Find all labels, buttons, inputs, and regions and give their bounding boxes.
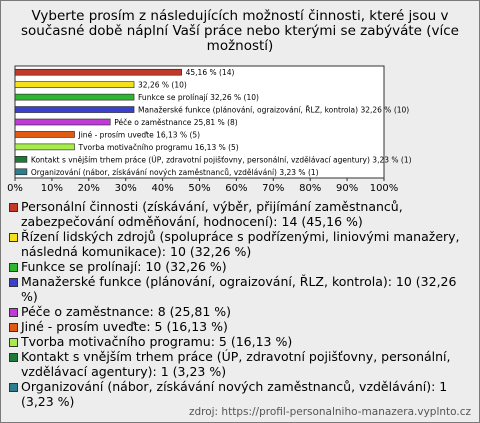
- x-tick-label-10: 100%: [369, 183, 399, 194]
- bar-chart: [1, 1, 479, 201]
- legend-swatch: [9, 353, 18, 362]
- x-tick-label-7: 70%: [262, 183, 285, 194]
- x-tick-label-5: 50%: [188, 183, 211, 194]
- legend-label: Kontakt s vnějším trhem práce (ÚP, zdravotní pojišťovny, personální, vzdělávací agentury): 1 (3,23 %): [21, 349, 451, 379]
- legend-swatch: [9, 278, 18, 287]
- bar-label-9: Organizování (nábor, získávání nových zaměstnanců, vzdělávání) 3,23 % (1): [30, 167, 319, 177]
- bar-9: [15, 169, 27, 175]
- legend: [9, 199, 473, 409]
- legend-item: [9, 319, 473, 334]
- bar-2: [15, 82, 134, 88]
- bar-label-8: Kontakt s vnějším trhem práce (ÚP, zdravotní pojišťovny, personální, vzdělávací agentury) 3,23 % (1): [30, 155, 412, 165]
- legend-label: Péče o zaměstnance: 8 (25,81 %): [21, 304, 232, 319]
- legend-swatch: [9, 308, 18, 317]
- bar-label-3: Funkce se prolínají 32,26 % (10): [138, 93, 259, 103]
- bar-label-4: Manažerské funkce (plánování, ograizování, ŘLZ, kontrola) 32,26 % (10): [138, 105, 410, 115]
- legend-label: Jiné - prosím uveďte: 5 (16,13 %): [21, 319, 228, 334]
- bar-1: [15, 69, 182, 75]
- legend-item: [9, 259, 473, 274]
- x-tick-label-9: 90%: [335, 183, 359, 194]
- bar-6: [15, 131, 75, 137]
- legend-swatch: [9, 383, 18, 392]
- bar-label-6: Jiné - prosím uveďte 16,13 % (5): [78, 130, 201, 140]
- legend-swatch: [9, 323, 18, 332]
- legend-item: [9, 349, 473, 379]
- legend-label: Tvorba motivačního programu: 5 (16,13 %): [21, 334, 293, 349]
- legend-label: Personální činnosti (získávání, výběr, přijímání zaměstnanců, zabezpečování odměňování, hodnocení): 14 (45,16 %): [21, 199, 403, 229]
- legend-label: Funkce se prolínají: 10 (32,26 %): [21, 259, 227, 274]
- bar-label-7: Tvorba motivačního programu 16,13 % (5): [78, 142, 239, 152]
- bar-label-2: 32,26 % (10): [138, 80, 187, 90]
- chart-title: Vyberte prosím z následujících možností činnosti, které jsou v současné době náplní Vaší práce nebo kterými se zabýváte (více možností): [21, 8, 459, 54]
- legend-label: Manažerské funkce (plánování, ograizování, ŘLZ, kontrola): 10 (32,26 %): [21, 274, 457, 304]
- legend-item: [9, 199, 473, 229]
- legend-label: Řízení lidských zdrojů (spolupráce s podřízenými, liniovými manažery, následná komunikace): 10 (32,26 %): [21, 229, 460, 259]
- x-tick-label-6: 60%: [225, 183, 248, 194]
- legend-swatch: [9, 233, 18, 242]
- x-tick-label-3: 30%: [114, 183, 137, 194]
- x-tick-label-8: 80%: [299, 183, 322, 194]
- bar-3: [15, 94, 134, 100]
- legend-swatch: [9, 338, 18, 347]
- legend-item: [9, 379, 473, 409]
- bar-label-5: Péče o zaměstnance 25,81 % (8): [114, 118, 238, 127]
- plot-area: [7, 66, 412, 194]
- bar-7: [15, 144, 75, 150]
- legend-item: [9, 304, 473, 319]
- x-tick-label-0: 0%: [7, 183, 23, 194]
- x-tick-label-1: 10%: [40, 183, 64, 194]
- legend-label: Organizování (nábor, získávání nových zaměstnanců, vzdělávání): 1 (3,23 %): [21, 379, 448, 409]
- legend-item: [9, 229, 473, 259]
- legend-swatch: [9, 263, 18, 272]
- bar-8: [15, 156, 27, 162]
- legend-item: [9, 274, 473, 304]
- source-note: zdroj: https://profil-personalniho-manazera.vyplnto.cz: [188, 406, 471, 418]
- bar-label-1: 45,16 % (14): [185, 68, 235, 78]
- legend-swatch: [9, 203, 18, 212]
- legend-item: [9, 334, 473, 349]
- x-tick-label-2: 20%: [77, 183, 100, 194]
- x-tick-label-4: 40%: [151, 183, 174, 194]
- bar-5: [15, 119, 110, 125]
- bar-4: [15, 107, 134, 113]
